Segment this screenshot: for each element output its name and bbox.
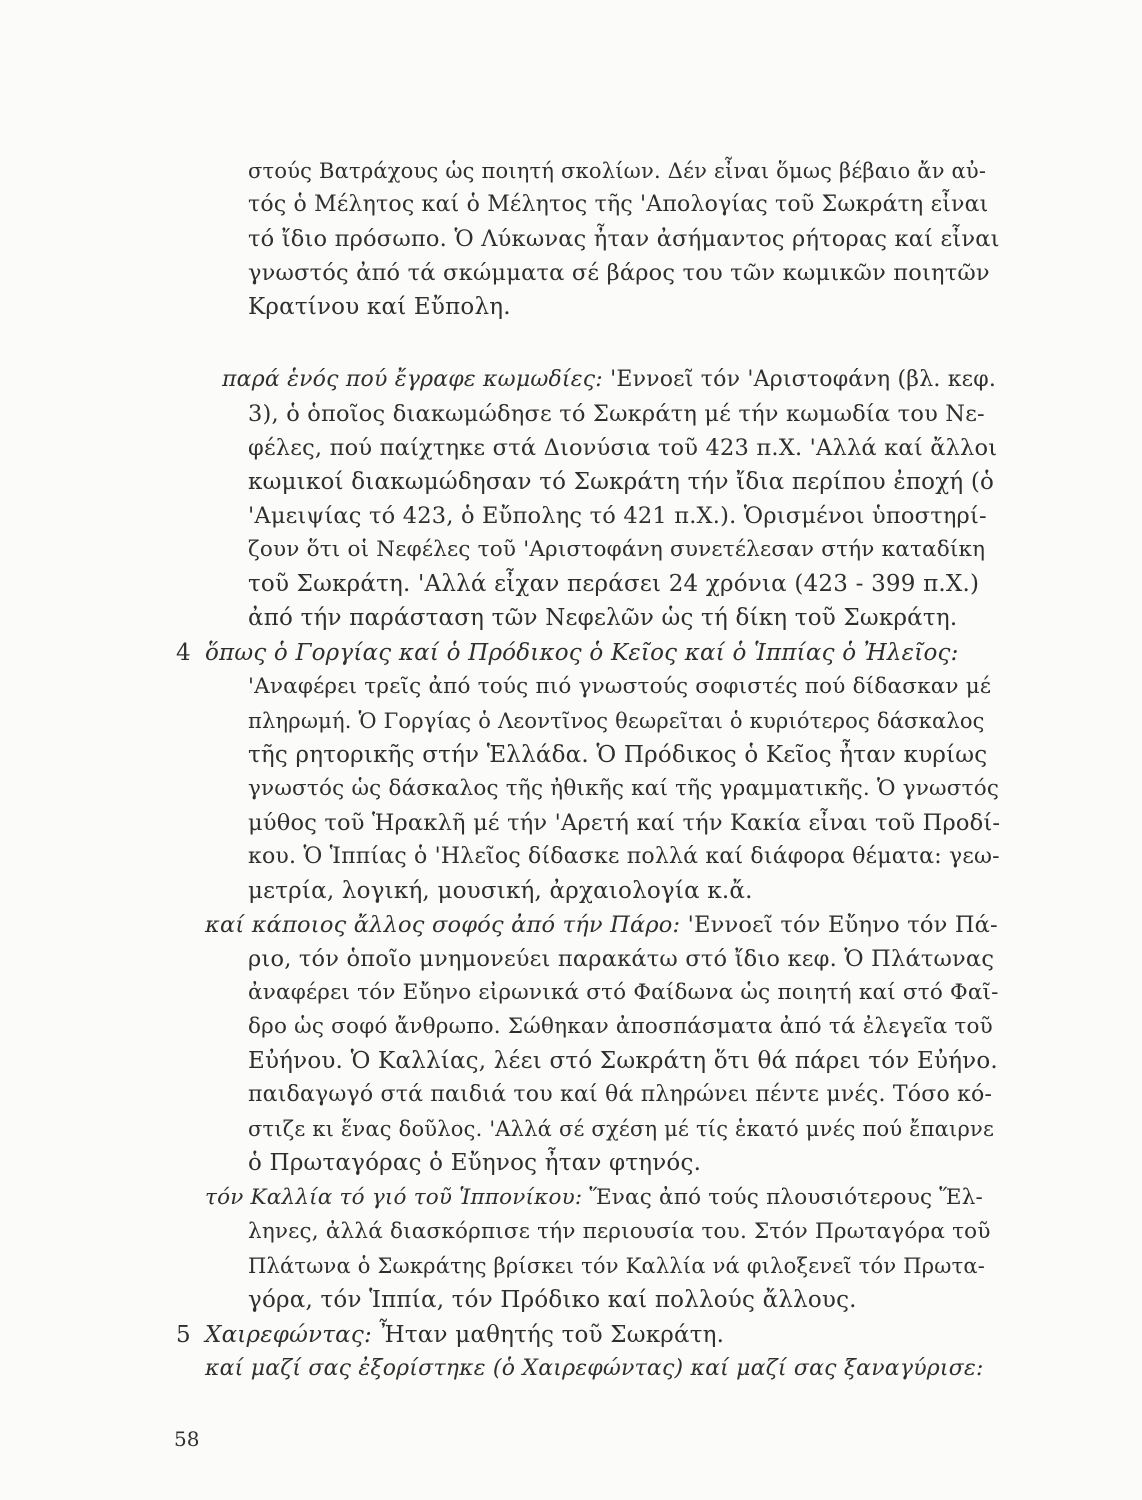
note-heading: ὅπως ὁ Γοργίας καί ὁ Πρόδικος ὁ Κεῖος καί ὁ Ἱππίας ὁ Ἠλεῖος:	[205, 640, 959, 666]
text-line: στούς Βατράχους ὡς ποιητή σκολίων. Δέν εἶναι ὅμως βέβαιο ἄν αὐ-	[248, 159, 987, 183]
text-line: ὁ Πρωταγόρας ὁ Εὔηνος ἦταν φτηνός.	[248, 1150, 702, 1176]
text-line: 'Αμειψίας τό 423, ὁ Εὔπολης τό 421 π.Χ.). Ὁρισμένοι ὑποστηρί-	[248, 503, 987, 529]
section-number: 5	[176, 1322, 191, 1348]
note-text: 'Εννοεῖ τόν Εὔηνο τόν Πά-	[680, 912, 998, 938]
text-line	[222, 365, 996, 395]
note-heading: καί κάποιος ἄλλος σοφός ἀπό τήν Πάρο:	[205, 912, 681, 938]
text-line: κωμικοί διακωμώδησαν τό Σωκράτη τήν ἴδια περίπου ἐποχή (ὁ	[248, 469, 995, 495]
text-line: Εὐήνου. Ὁ Καλλίας, λέει στό Σωκράτη ὅτι θά πάρει τόν Εὐήνο.	[248, 1048, 998, 1074]
text-line: Κρατίνου καί Εὔπολη.	[248, 294, 511, 320]
text-line: πληρωμή. Ὁ Γοργίας ὁ Λεοντῖνος θεωρεῖται ὁ κυριότερος δάσκαλος	[248, 709, 985, 733]
note-heading: τόν Καλλία τό γιό τοῦ Ἱππονίκου:	[205, 1185, 583, 1210]
note-heading: Χαιρεφώντας:	[205, 1322, 372, 1348]
text-line: τό ἴδιο πρόσωπο. Ὁ Λύκωνας ἦταν ἀσήμαντος ρήτορας καί εἶναι	[248, 226, 1000, 252]
note-heading: παρά ἑνός πού ἔγραφε κωμωδίες:	[222, 367, 603, 392]
note-text: Ἕνας ἀπό τούς πλουσιότερους Ἕλ-	[582, 1185, 983, 1210]
text-line: γόρα, τόν Ἱππία, τόν Πρόδικο καί πολλούς ἄλλους.	[248, 1287, 857, 1313]
text-line: ἀπό τήν παράσταση τῶν Νεφελῶν ὡς τή δίκη τοῦ Σωκράτη.	[248, 605, 958, 631]
text-line: 3), ὁ ὁποῖος διακωμώδησε τό Σωκράτη μέ τήν κωμωδία του Νε-	[248, 401, 985, 427]
note-text: 'Εννοεῖ τόν 'Αριστοφάνη (βλ. κεφ.	[602, 367, 997, 392]
text-line: ζουν ὅτι οἱ Νεφέλες τοῦ 'Αριστοφάνη συνετέλεσαν στήν καταδίκη	[248, 537, 986, 562]
text-line: γνωστός ἀπό τά σκώμματα σέ βάρος του τῶν κωμικῶν ποιητῶν	[248, 260, 990, 286]
page-number: 58	[174, 1427, 200, 1451]
text-line: φέλες, πού παίχτηκε στά Διονύσια τοῦ 423 π.Χ. 'Αλλά καί ἄλλοι	[248, 435, 998, 461]
text-line: μετρία, λογική, μουσική, ἀρχαιολογία κ.ἄ.	[248, 878, 753, 904]
note-text: Ἦταν μαθητής τοῦ Σωκράτη.	[371, 1322, 725, 1348]
text-line: γνωστός ὡς δάσκαλος τῆς ἠθικῆς καί τῆς γραμματικῆς. Ὁ γνωστός	[248, 776, 1000, 801]
note-heading: καί μαζί σας ἐξορίστηκε (ὁ Χαιρεφώντας) καί μαζί σας ξαναγύρισε:	[205, 1356, 984, 1381]
text-line: τοῦ Σωκράτη. 'Αλλά εἶχαν περάσει 24 χρόνια (423 - 399 π.Χ.)	[248, 571, 980, 597]
text-line	[205, 1183, 983, 1213]
text-line: κου. Ὁ Ἱππίας ὁ 'Ηλεῖος δίδασκε πολλά καί διάφορα θέματα: γεω-	[248, 844, 1000, 869]
text-line: ἀναφέρει τόν Εὔηνο εἰρωνικά στό Φαίδωνα ὡς ποιητή καί στό Φαῖ-	[248, 980, 999, 1005]
text-line	[205, 1320, 724, 1350]
text-line: ριο, τόν ὁποῖο μνημονεύει παρακάτω στό ἴδιο κεφ. Ὁ Πλάτωνας	[248, 946, 995, 972]
text-line: δρο ὡς σοφό ἄνθρωπο. Σώθηκαν ἀποσπάσματα ἀπό τά ἐλεγεῖα τοῦ	[248, 1014, 993, 1039]
text-line: στιζε κι ἕνας δοῦλος. 'Αλλά σέ σχέση μέ τίς ἑκατό μνές πού ἔπαιρνε	[248, 1117, 995, 1141]
text-line: Πλάτωνα ὁ Σωκράτης βρίσκει τόν Καλλία νά φιλοξενεῖ τόν Πρωτα-	[248, 1254, 986, 1278]
text-line: 'Αναφέρει τρεῖς ἀπό τούς πιό γνωστούς σοφιστές πού δίδασκαν μέ	[248, 674, 992, 699]
text-line: μύθος τοῦ Ἡρακλῆ μέ τήν 'Αρετή καί τήν Κακία εἶναι τοῦ Προδί-	[248, 810, 1001, 836]
text-line: ληνες, ἀλλά διασκόρπισε τήν περιουσία του. Στόν Πρωταγόρα τοῦ	[248, 1219, 991, 1244]
text-line: παιδαγωγό στά παιδιά του καί θά πληρώνει πέντε μνές. Τόσο κό-	[248, 1082, 993, 1107]
text-line	[205, 910, 998, 940]
text-line: τῆς ρητορικῆς στήν Ἑλλάδα. Ὁ Πρόδικος ὁ Κεῖος ἦταν κυρίως	[248, 742, 988, 768]
text-line: τός ὁ Μέλητος καί ὁ Μέλητος τῆς 'Απολογίας τοῦ Σωκράτη εἶναι	[248, 192, 989, 217]
section-number: 4	[176, 640, 191, 666]
